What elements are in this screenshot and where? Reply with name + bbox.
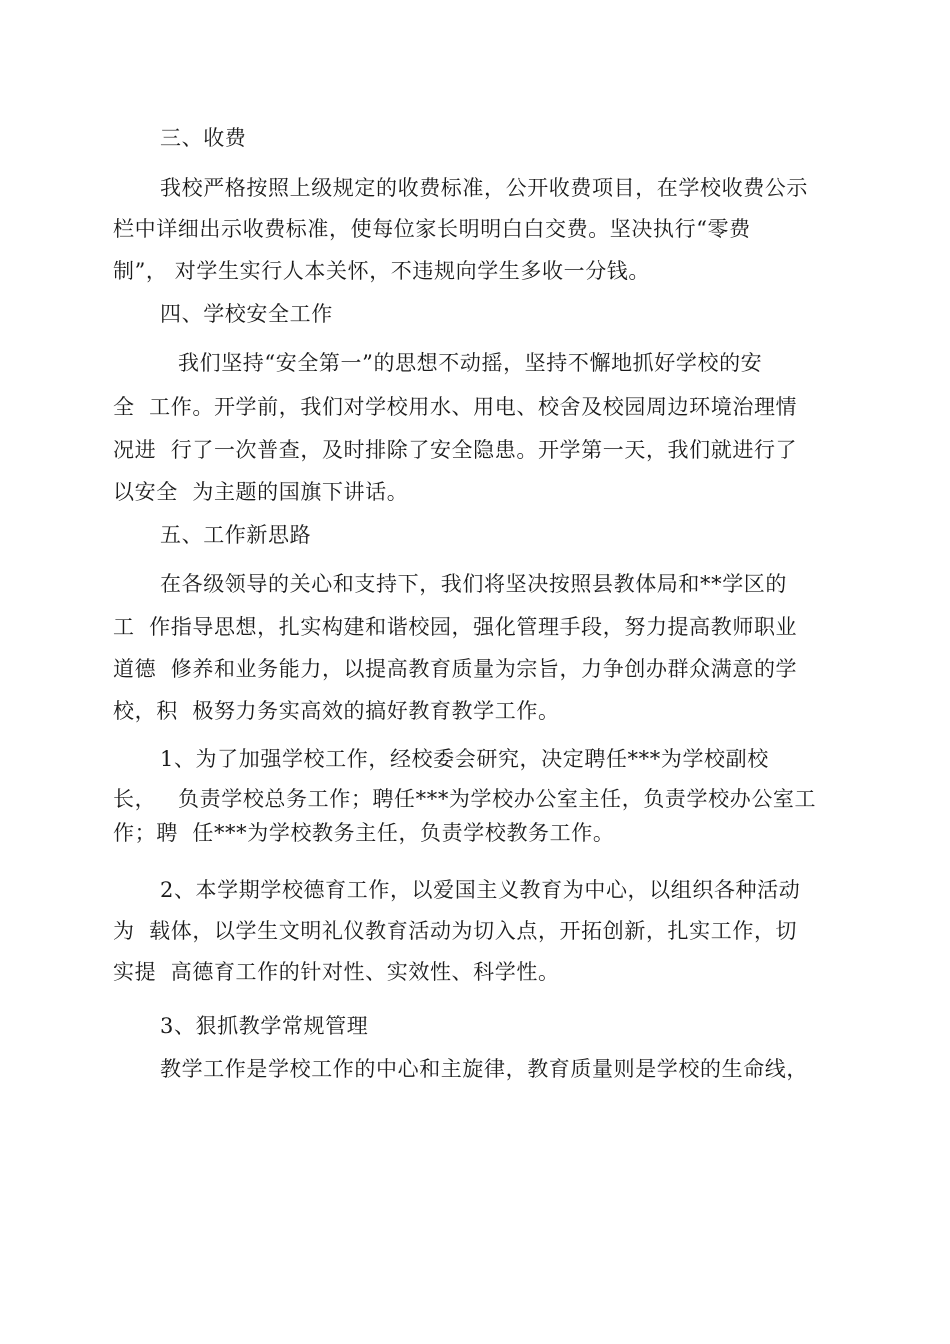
paragraph-line: 教学工作是学校工作的中心和主旋律，教育质量则是学校的生命线， [160,1057,808,1081]
paragraph-line: 长， 负责学校总务工作；聘任***为学校办公室主任，负责学校办公室工 [113,787,817,811]
heading-safety: 四、学校安全工作 [160,302,333,326]
paragraph-line: 全 工作。开学前，我们对学校用水、用电、校舍及校园周边环境治理情 [113,395,798,419]
paragraph-line: 校，积 极努力务实高效的搞好教育教学工作。 [113,699,560,723]
paragraph-line: 道德 修养和业务能力，以提高教育质量为宗旨，力争创办群众满意的学 [113,657,798,681]
paragraph-line: 在各级领导的关心和支持下，我们将坚决按照县教体局和**学区的 [160,572,787,596]
paragraph-line: 栏中详细出示收费标准，使每位家长明明白白交费。坚决执行“零费 [113,217,751,241]
paragraph-line: 1、为了加强学校工作，经校委会研究，决定聘任***为学校副校 [160,747,769,771]
heading-fees: 三、收费 [160,126,247,150]
paragraph-line: 况进 行了一次普查，及时排除了安全隐患。开学第一天，我们就进行了 [113,438,798,462]
paragraph-line: 为 载体，以学生文明礼仪教育活动为切入点，开拓创新，扎实工作，切 [113,919,798,943]
paragraph-line: 我们坚持“安全第一”的思想不动摇，坚持不懈地抓好学校的安 [178,351,763,375]
paragraph-line: 我校严格按照上级规定的收费标准，公开收费项目，在学校收费公示 [160,176,808,200]
paragraph-line: 工 作指导思想，扎实构建和谐校园，强化管理手段，努力提高教师职业 [113,615,798,639]
heading-new-ideas: 五、工作新思路 [160,523,312,547]
paragraph-line: 实提 高德育工作的针对性、实效性、科学性。 [113,960,560,984]
heading-teaching-management: 3、狠抓教学常规管理 [160,1014,369,1038]
paragraph-line: 制”， 对学生实行人本关怀，不违规向学生多收一分钱。 [113,259,651,283]
paragraph-line: 2、本学期学校德育工作，以爱国主义教育为中心，以组织各种活动 [160,878,801,902]
paragraph-line: 以安全 为主题的国旗下讲话。 [113,480,409,504]
paragraph-line: 作；聘 任***为学校教务主任，负责学校教务工作。 [113,821,615,845]
